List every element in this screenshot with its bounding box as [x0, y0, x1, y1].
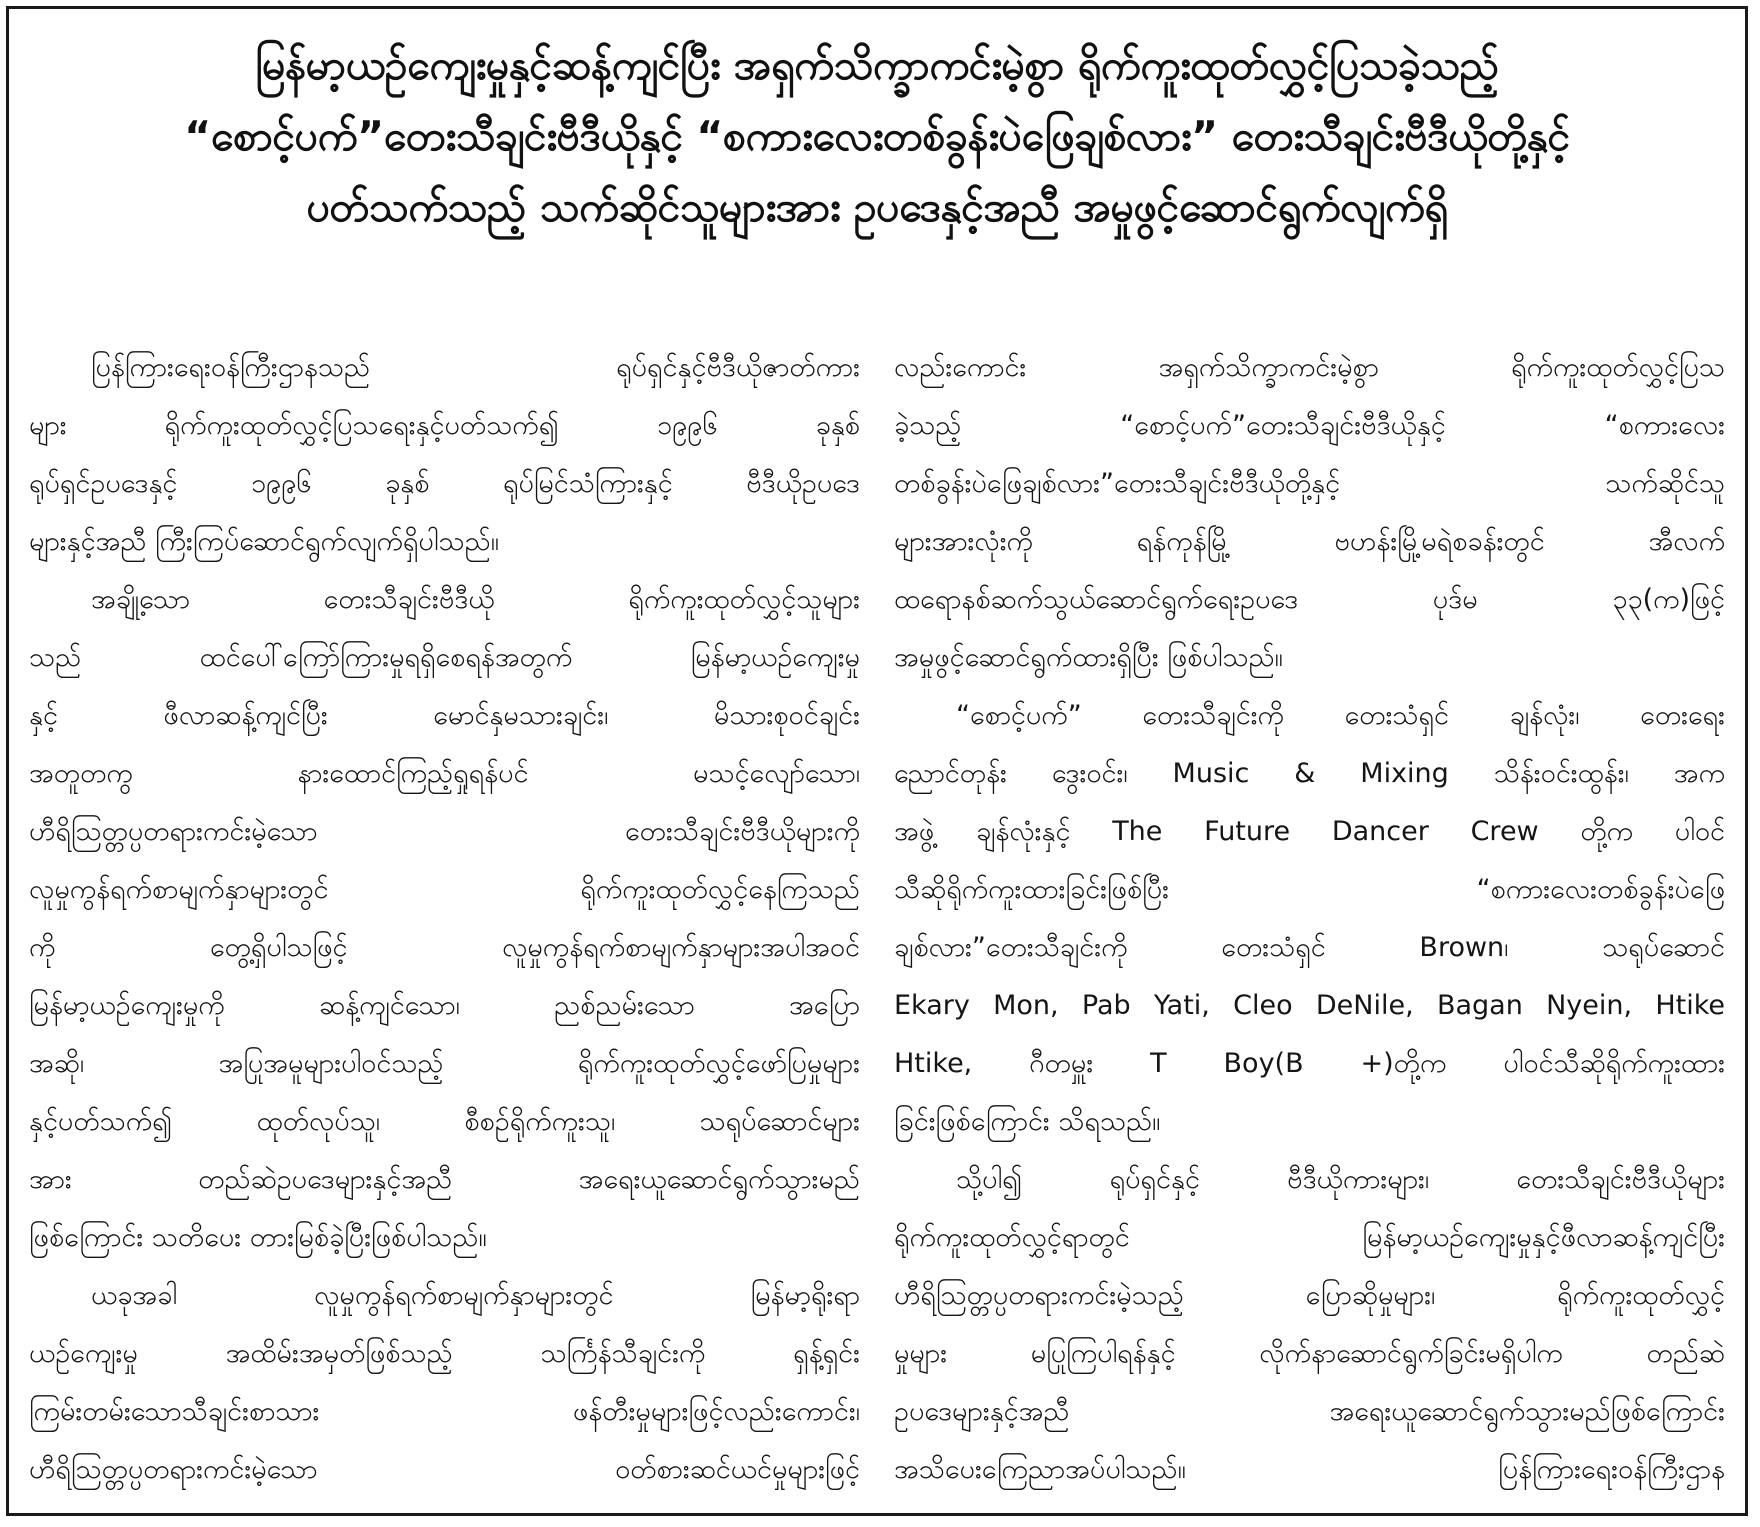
notice-frame	[6, 6, 1748, 1516]
headline-line-3: ပတ်သက်သည့် သက်ဆိုင်သူများအား ဥပဒေနှင့်အညီ အမှုဖွင့်ဆောင်ရွက်လျက်ရှိ	[306, 183, 1448, 231]
closing-line	[894, 1448, 1725, 1499]
paragraph-3-line: ယခုအခါ လူမှုကွန်ရက်စာမျက်နှာများတွင် မြန်မာ့ရိုးရာ	[91, 1280, 860, 1311]
paragraph-2-line: ဖြစ်ကြောင်း သတိပေး တားမြစ်ခဲ့ပြီးဖြစ်ပါသည်။	[29, 1222, 487, 1253]
body-columns	[29, 346, 1725, 1499]
headline	[27, 35, 1727, 248]
paragraph-2-line: အတူတကွ နားထောင်ကြည့်ရှုရန်ပင် မသင့်လျော်သော၊	[29, 758, 860, 789]
paragraph-2-line: မြန်မာ့ယဉ်ကျေးမှုကို ဆန့်ကျင်သော၊ ညစ်ညမ်းသော အပြော	[29, 990, 860, 1021]
paragraph-5-line: ဟီရိဩတ္တပ္ပတရားကင်းမဲ့သည့် ပြောဆိုမှုများ၊ ရိုက်ကူးထုတ်လွှင့်	[894, 1280, 1725, 1311]
paragraph-4-line: Ekary Mon, Pab Yati, Cleo DeNile, Bagan Nyein, Htike	[894, 990, 1725, 1021]
paragraph-5-line: ရိုက်ကူးထုတ်လွှင့်ရာတွင် မြန်မာ့ယဉ်ကျေးမှုနှင့်ဖီလာဆန့်ကျင်ပြီး	[894, 1222, 1725, 1253]
paragraph-4-line: Htike, ဂီတမှူး T Boy(B +)တို့က ပါဝင်သီဆိုရိုက်ကူးထား	[894, 1048, 1725, 1079]
paragraph-4-line: ချစ်လား”တေးသီချင်းကို တေးသံရှင် Brown၊ သရုပ်ဆောင်	[894, 932, 1725, 963]
paragraph-2-line: နှင့်ပတ်သက်၍ ထုတ်လုပ်သူ၊ စီစဉ်ရိုက်ကူးသူ၊ သရုပ်ဆောင်များ	[29, 1106, 860, 1137]
headline-line-2: “စောင့်ပက်”တေးသီချင်းဗီဒီယိုနှင့် “စကားလေးတစ်ခွန်းပဲဖြေချစ်လား” တေးသီချင်းဗီဒီယိုတို့နှင့်	[184, 112, 1570, 160]
paragraph-1-line: များ ရိုက်ကူးထုတ်လွှင့်ပြသရေးနှင့်ပတ်သက်၍ ၁၉၉၆ ခုနှစ်	[29, 410, 860, 441]
right-column	[894, 346, 1725, 1499]
paragraph-3-line: ကြမ်းတမ်းသောသီချင်းစာသား ဖန်တီးမှုများဖြင့်လည်းကောင်း၊	[29, 1396, 860, 1427]
left-column	[29, 346, 860, 1499]
paragraph-2-line: အချို့သော တေးသီချင်းဗီဒီယို ရိုက်ကူးထုတ်လွှင့်သူများ	[91, 584, 860, 615]
paragraph-2-line: ဟီရိဩတ္တပ္ပတရားကင်းမဲ့သော တေးသီချင်းဗီဒီယိုများကို	[29, 816, 860, 847]
paragraph-1-line: များနှင့်အညီ ကြီးကြပ်ဆောင်ရွက်လျက်ရှိပါသည်။	[29, 526, 499, 557]
issuer-signature: ပြန်ကြားရေးဝန်ကြီးဌာန	[1498, 1454, 1725, 1485]
paragraph-3-line: လည်းကောင်း အရှက်သိက္ခာကင်းမဲ့စွာ ရိုက်ကူးထုတ်လွှင့်ပြသ	[894, 352, 1725, 383]
paragraph-4-line: အဖွဲ့ ချန်လုံးနှင့် The Future Dancer Crew တို့က ပါဝင်	[894, 816, 1725, 847]
paragraph-3-line: ဟီရိဩတ္တပ္ပတရားကင်းမဲ့သော ဝတ်စားဆင်ယင်မှုများဖြင့်	[29, 1454, 860, 1485]
paragraph-3-line: အမှုဖွင့်ဆောင်ရွက်ထားရှိပြီး ဖြစ်ပါသည်။	[894, 642, 1283, 673]
paragraph-2-line: အဆို၊ အပြုအမူများပါဝင်သည့် ရိုက်ကူးထုတ်လွှင့်ဖော်ပြမှုများ	[29, 1048, 860, 1079]
paragraph-5-line: မှုများ မပြုကြပါရန်နှင့် လိုက်နာဆောင်ရွက်ခြင်းမရှိပါက တည်ဆဲ	[894, 1338, 1725, 1369]
paragraph-4-line: ညောင်တုန်း ဒွေးဝင်း၊ Music & Mixing သိန်းဝင်းထွန်း၊ အက	[894, 758, 1725, 789]
paragraph-2-line: သည် ထင်ပေါ်ကြော်ကြားမှုရရှိစေရန်အတွက် မြန်မာ့ယဉ်ကျေးမှု	[29, 642, 860, 673]
paragraph-5-line: ဥပဒေများနှင့်အညီ အရေးယူဆောင်ရွက်သွားမည်ဖြစ်ကြောင်း	[894, 1396, 1725, 1427]
paragraph-4-line: “စောင့်ပက်” တေးသီချင်းကို တေးသံရှင် ချန်လုံး၊ တေးရေး	[956, 700, 1725, 731]
paragraph-2-line: ကို တွေ့ရှိပါသဖြင့် လူမှုကွန်ရက်စာမျက်နှာများအပါအဝင်	[29, 932, 860, 963]
headline-line-1: မြန်မာ့ယဉ်ကျေးမှုနှင့်ဆန့်ကျင်ပြီး အရှက်သိက္ခာကင်းမဲ့စွာ ရိုက်ကူးထုတ်လွှင့်ပြသခဲ့သည့်	[255, 41, 1499, 89]
paragraph-2-line: အား တည်ဆဲဥပဒေများနှင့်အညီ အရေးယူဆောင်ရွက်သွားမည်	[29, 1164, 860, 1195]
paragraph-1-line: ပြန်ကြားရေးဝန်ကြီးဌာနသည် ရုပ်ရှင်နှင့်ဗီဒီယိုဇာတ်ကား	[91, 352, 860, 383]
paragraph-3-line: ယဉ်ကျေးမှု အထိမ်းအမှတ်ဖြစ်သည့် သင်္ကြန်သီချင်းကို ရှန့်ရှင်း	[29, 1338, 860, 1369]
paragraph-2-line: လူမှုကွန်ရက်စာမျက်နှာများတွင် ရိုက်ကူးထုတ်လွှင့်နေကြသည်	[29, 874, 860, 905]
paragraph-4-line: သီဆိုရိုက်ကူးထားခြင်းဖြစ်ပြီး “စကားလေးတစ်ခွန်းပဲဖြေ	[894, 874, 1725, 905]
paragraph-3-line: တစ်ခွန်းပဲဖြေချစ်လား”တေးသီချင်းဗီဒီယိုတို့နှင့် သက်ဆိုင်သူ	[894, 468, 1725, 499]
paragraph-2-line: နှင့် ဖီလာဆန့်ကျင်ပြီး မောင်နှမသားချင်း၊ မိသားစုဝင်ချင်း	[29, 700, 860, 731]
paragraph-4-line: ခြင်းဖြစ်ကြောင်း သိရသည်။	[894, 1106, 1161, 1137]
paragraph-3-line: များအားလုံးကို ရန်ကုန်မြို့ ဗဟန်းမြို့မရဲစခန်းတွင် အီလက်	[894, 526, 1725, 557]
paragraph-1-line: ရုပ်ရှင်ဥပဒေနှင့် ၁၉၉၆ ခုနှစ် ရုပ်မြင်သံကြားနှင့် ဗီဒီယိုဥပဒေ	[29, 468, 860, 499]
paragraph-3-line: ထရောနစ်ဆက်သွယ်ဆောင်ရွက်ရေးဥပဒေ ပုဒ်မ ၃၃(က)ဖြင့်	[894, 584, 1725, 615]
closing-text: အသိပေးကြေညာအပ်ပါသည်။	[894, 1454, 1186, 1485]
paragraph-5-line: သို့ပါ၍ ရုပ်ရှင်နှင့် ဗီဒီယိုကားများ၊ တေးသီချင်းဗီဒီယိုများ	[956, 1164, 1725, 1195]
paragraph-3-line: ခဲ့သည့် “စောင့်ပက်”တေးသီချင်းဗီဒီယိုနှင့် “စကားလေး	[894, 410, 1725, 441]
